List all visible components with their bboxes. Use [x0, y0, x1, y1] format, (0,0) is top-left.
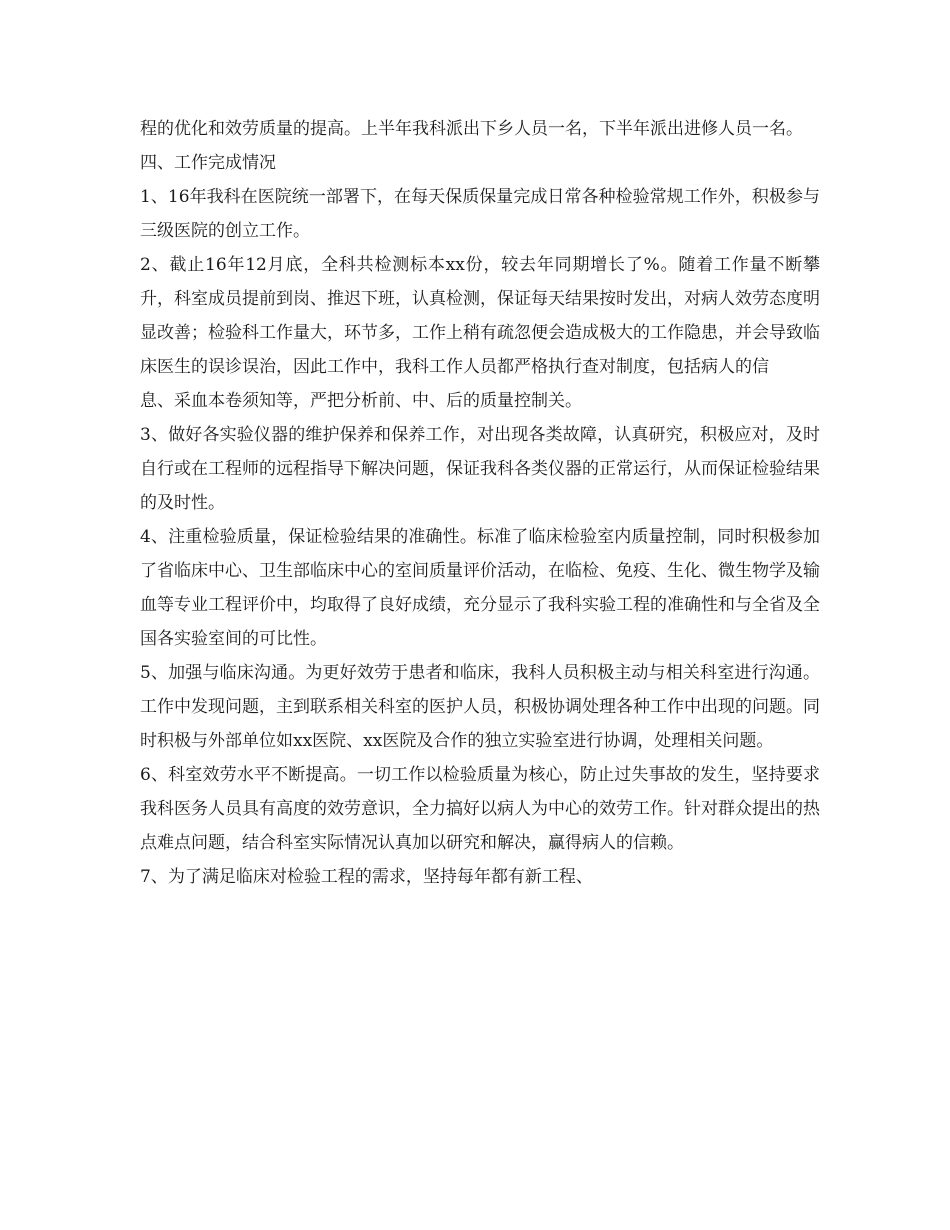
- list-item-6: 6、科室效劳水平不断提高。一切工作以检验质量为核心，防止过失事故的发生，坚持要求我科医务人员具有高度的效劳意识，全力搞好以病人为中心的效劳工作。针对群众提出的热点难点问题，结合科室实际情况认真加以研究和解决，赢得病人的信赖。: [140, 765, 820, 853]
- paragraph-continuation: 程的优化和效劳质量的提高。上半年我科派出下乡人员一名，下半年派出进修人员一名。: [140, 119, 803, 139]
- list-item-2-continuation: 息、采血本卷须知等，严把分析前、中、后的质量控制关。: [140, 391, 582, 411]
- section-heading: 四、工作完成情况: [140, 153, 276, 173]
- list-item-3: 3、做好各实验仪器的维护保养和保养工作，对出现各类故障，认真研究，积极应对，及时自行或在工程师的远程指导下解决问题，保证我科各类仪器的正常运行，从而保证检验结果的及时性。: [140, 425, 820, 513]
- list-item-2: 2、截止16年12月底，全科共检测标本xx份，较去年同期增长了%。随着工作量不断攀升，科室成员提前到岗、推迟下班，认真检测，保证每天结果按时发出，对病人效劳态度明显改善；检验科工作量大，环节多，工作上稍有疏忽便会造成极大的工作隐患，并会导致临床医生的误诊误治，因此工作中，我科工作人员都严格执行查对制度，包括病人的信: [140, 255, 820, 377]
- list-item-4: 4、注重检验质量，保证检验结果的准确性。标准了临床检验室内质量控制，同时积极参加了省临床中心、卫生部临床中心的室间质量评价活动，在临检、免疫、生化、微生物学及输血等专业工程评价中，均取得了良好成绩，充分显示了我科实验工程的准确性和与全省及全国各实验室间的可比性。: [140, 527, 820, 649]
- list-item-5: 5、加强与临床沟通。为更好效劳于患者和临床，我科人员积极主动与相关科室进行沟通。工作中发现问题，主到联系相关科室的医护人员，积极协调处理各种工作中出现的问题。同时积极与外部单位如xx医院、xx医院及合作的独立实验室进行协调，处理相关问题。: [140, 663, 820, 751]
- list-item-1: 1、16年我科在医院统一部署下，在每天保质保量完成日常各种检验常规工作外，积极参与三级医院的创立工作。: [140, 187, 820, 241]
- document-body: [140, 112, 820, 894]
- list-item-7: 7、为了满足临床对检验工程的需求，坚持每年都有新工程、: [140, 867, 593, 887]
